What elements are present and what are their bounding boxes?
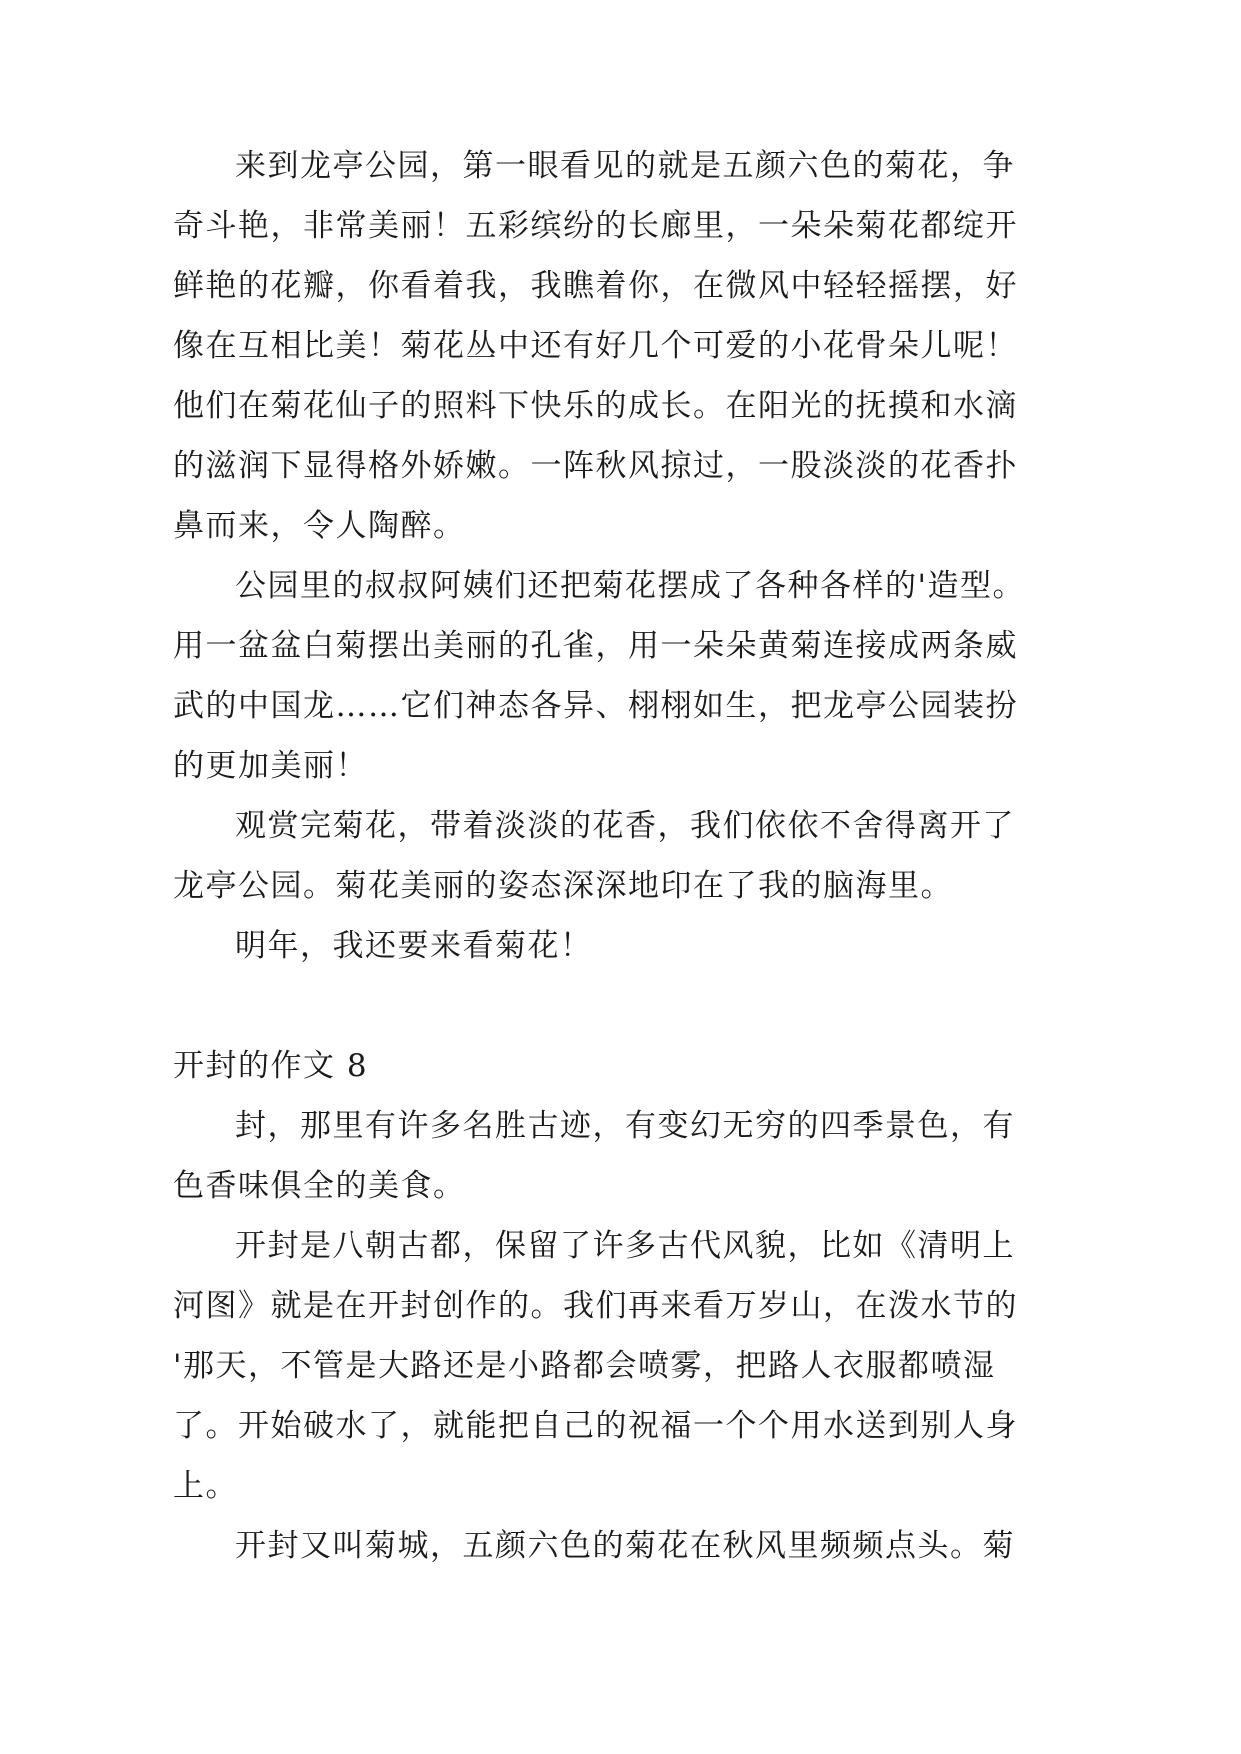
text-line: 了。开始破水了，就能把自己的祝福一个个用水送到别人身: [173, 1408, 1018, 1444]
text-line: '那天，不管是大路还是小路都会喷雾，把路人衣服都喷湿: [173, 1348, 996, 1384]
text-line: 观赏完菊花，带着淡淡的花香，我们依依不舍得离开了: [235, 808, 1015, 844]
text-line: 来到龙亭公园，第一眼看见的就是五颜六色的菊花，争: [235, 148, 1015, 184]
text-line: 像在互相比美！菊花丛中还有好几个可爱的小花骨朵儿呢！: [173, 328, 1018, 364]
section-heading: 开封的作文 8: [173, 1048, 369, 1084]
text-line: 公园里的叔叔阿姨们还把菊花摆成了各种各样的'造型。: [235, 568, 1026, 604]
text-line: 鼻而来，令人陶醉。: [173, 508, 466, 544]
text-line: 龙亭公园。菊花美丽的姿态深深地印在了我的脑海里。: [173, 868, 953, 904]
text-line: 明年，我还要来看菊花！: [235, 928, 593, 964]
text-line: 的更加美丽！: [173, 748, 368, 784]
text-line: 上。: [173, 1468, 238, 1504]
text-line: 封，那里有许多名胜古迹，有变幻无穷的四季景色，有: [235, 1108, 1015, 1144]
text-line: 的滋润下显得格外娇嫩。一阵秋风掠过，一股淡淡的花香扑: [173, 448, 1018, 484]
text-line: 鲜艳的花瓣，你看着我，我瞧着你，在微风中轻轻摇摆，好: [173, 268, 1018, 304]
text-line: 开封又叫菊城，五颜六色的菊花在秋风里频频点头。菊: [235, 1528, 1015, 1564]
text-line: 开封是八朝古都，保留了许多古代风貌，比如《清明上: [235, 1228, 1015, 1264]
text-line: 武的中国龙……它们神态各异、栩栩如生，把龙亭公园装扮: [173, 688, 1018, 724]
text-line: 他们在菊花仙子的照料下快乐的成长。在阳光的抚摸和水滴: [173, 388, 1018, 424]
text-line: 色香味俱全的美食。: [173, 1168, 466, 1204]
text-line: 河图》就是在开封创作的。我们再来看万岁山，在泼水节的: [173, 1288, 1018, 1324]
text-line: 奇斗艳，非常美丽！五彩缤纷的长廊里，一朵朵菊花都绽开: [173, 208, 1018, 244]
text-line: 用一盆盆白菊摆出美丽的孔雀，用一朵朵黄菊连接成两条威: [173, 628, 1018, 664]
